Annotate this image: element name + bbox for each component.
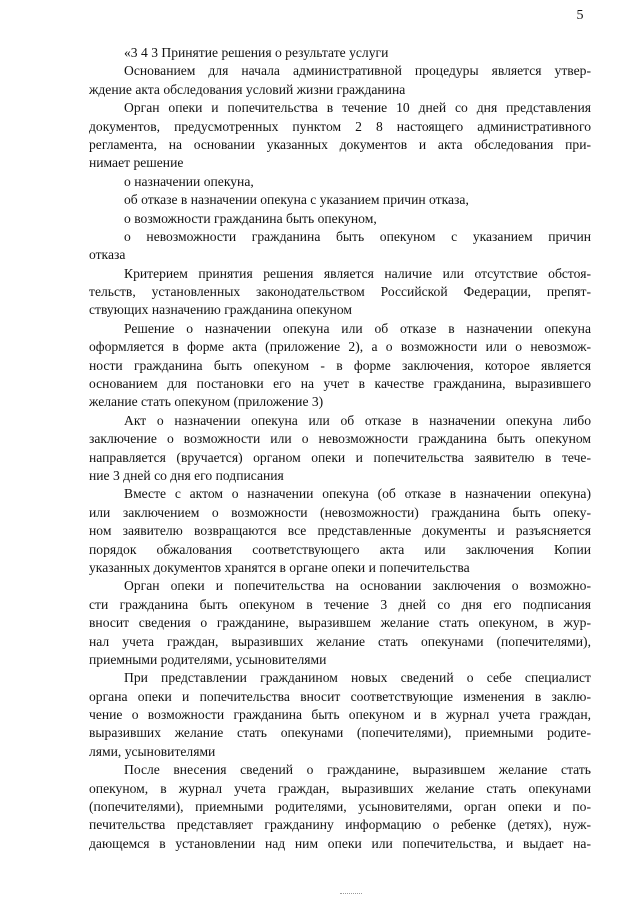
text-line: основанием для постановки его на учет в качестве гражданина, выразившего xyxy=(89,376,591,392)
text-line: Критерием принятия решения является наличие или отсутствие обстоя- xyxy=(124,265,591,281)
text-line: указанных документов хранятся в органе опеки и попечительства xyxy=(89,559,470,575)
page-number: 5 xyxy=(576,8,584,23)
text-line: При представлении гражданином новых сведений о себе специалист xyxy=(124,670,591,686)
text-line: Решение о назначении опекуна или об отказе в назначении опекуна xyxy=(124,320,591,336)
text-line: заключение о возможности или о невозможности гражданина быть опекуном xyxy=(89,431,591,447)
text-line: регламента, на основании указанных документов и акта обследования при- xyxy=(89,136,591,152)
text-line: Акт о назначении опекуна или об отказе в назначении опекуна либо xyxy=(124,412,591,428)
text-line: дающемся в установлении над ним опеки или попечительства, и выдает на- xyxy=(89,835,591,851)
text-line: Основанием для начала административной процедуры является утвер- xyxy=(124,63,591,79)
text-line: нимает решение xyxy=(89,155,184,171)
text-line: документов, предусмотренных пунктом 2 8 настоящего административного xyxy=(89,118,591,134)
text-line: печительства представляет гражданину информацию о ребенке (детях), нуж- xyxy=(89,817,591,833)
text-line: оформляется в форме акта (приложение 2), а о возможности или о невозмож- xyxy=(89,339,591,355)
text-line: чение о возможности гражданина быть опекуном и в журнал учета граждан, xyxy=(89,707,591,723)
document-body xyxy=(89,44,591,853)
text-line: ждение акта обследования условий жизни гражданина xyxy=(89,81,406,97)
text-line: нал учета граждан, выразивших желание стать опекунами (попечителями), xyxy=(89,633,591,649)
text-line: Орган опеки и попечительства на основании заключения о возможно- xyxy=(124,578,591,594)
text-line: органа опеки и попечительства вносит соответствующие изменения в заклю- xyxy=(89,688,591,704)
list-item: о назначении опекуна, xyxy=(124,173,254,189)
list-item: о невозможности гражданина быть опекуном с указанием причин xyxy=(124,228,591,244)
scan-mark xyxy=(340,893,362,896)
text-line: ном заявителю возвращаются все представленные документы и разъясняется xyxy=(89,523,591,539)
text-line: или заключением о возможности (невозможности) гражданина быть опеку- xyxy=(89,504,591,520)
text-line: опекуном, в журнал учета граждан, выразивших желание стать опекунами xyxy=(89,780,591,796)
text-line: выразивших желание стать опекунами (попечителями), приемными родите- xyxy=(89,725,591,741)
text-line: отказа xyxy=(89,247,126,263)
text-line: лями, усыновителями xyxy=(89,743,216,759)
text-line: Вместе с актом о назначении опекуна (об отказе в назначении опекуна) xyxy=(124,486,591,502)
text-line: сти гражданина быть опекуном в течение 3 дней со дня его подписания xyxy=(89,596,591,612)
text-line: вносит сведения о гражданине, выразившем желание стать опекуном, в жур- xyxy=(89,615,591,631)
text-line: ности гражданина быть опекуном - в форме заключения, которое является xyxy=(89,357,591,373)
text-line: После внесения сведений о гражданине, выразившем желание стать xyxy=(124,762,591,778)
section-heading: «3 4 3 Принятие решения о результате услуги xyxy=(124,45,389,60)
text-line: Орган опеки и попечительства в течение 10 дней со дня представления xyxy=(124,100,591,116)
text-line: тельств, установленных законодательством Российской Федерации, препят- xyxy=(89,284,591,300)
text-line: (попечителями), приемными родителями, усыновителями, орган опеки и по- xyxy=(89,799,591,815)
text-line: ние 3 дней со дня его подписания xyxy=(89,467,284,483)
list-item: о возможности гражданина быть опекуном, xyxy=(124,210,377,226)
text-line: приемными родителями, усыновителями xyxy=(89,651,327,667)
text-line: направляется (вручается) органом опеки и попечительства заявителю в тече- xyxy=(89,449,591,465)
text-line: ствующих назначению гражданина опекуном xyxy=(89,302,352,318)
text-line: желание стать опекуном (приложение 3) xyxy=(89,394,324,410)
text-line: порядок обжалования соответствующего акта или заключения Копии xyxy=(89,541,591,557)
list-item: об отказе в назначении опекуна с указанием причин отказа, xyxy=(124,192,469,208)
